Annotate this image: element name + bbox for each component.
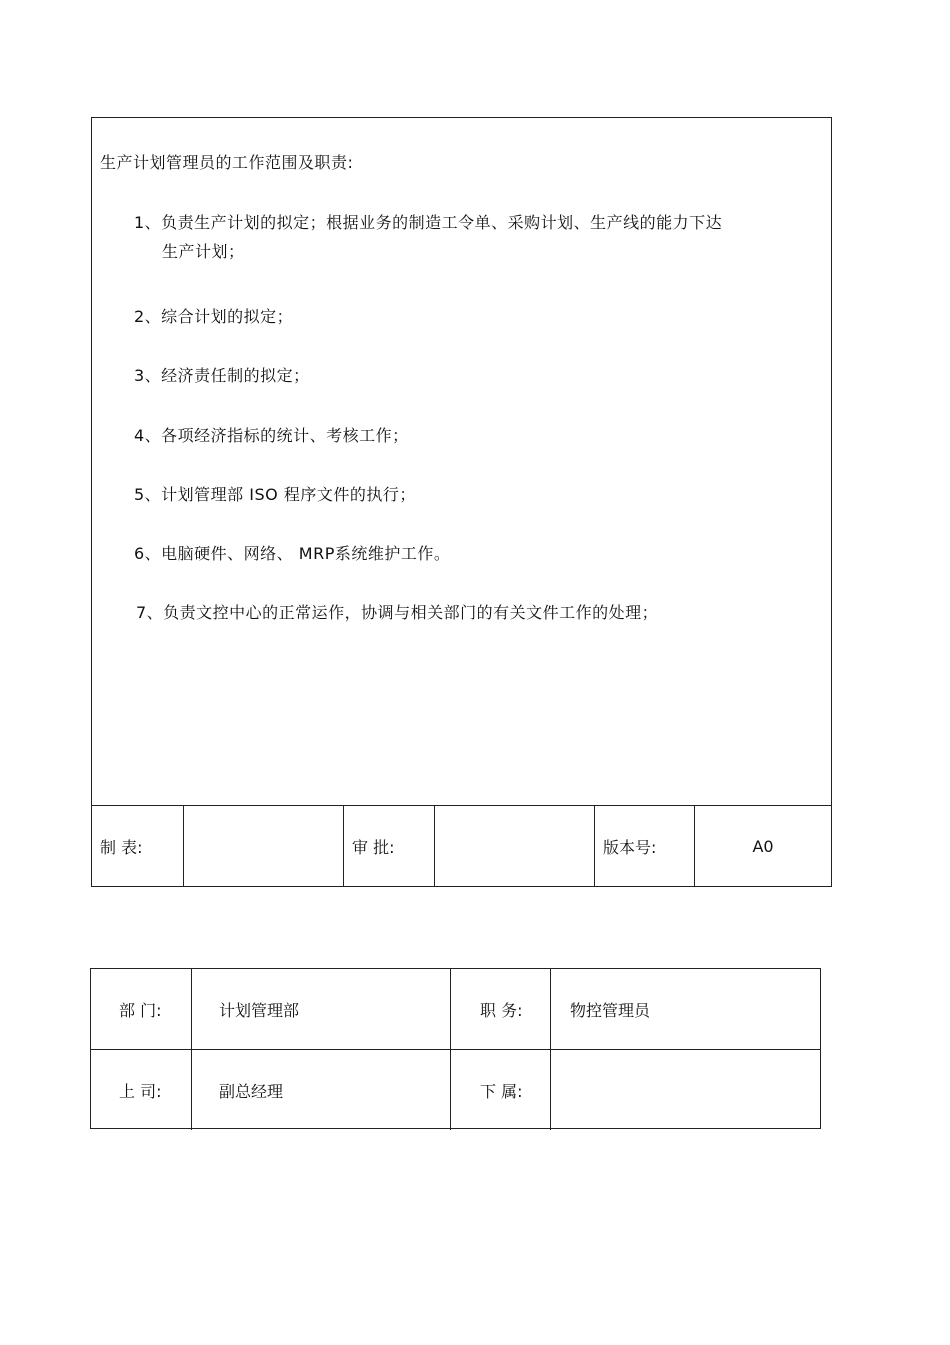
title-label: 职 务: <box>451 969 551 1049</box>
subordinate-value <box>551 1050 820 1130</box>
position-row-1 <box>91 969 820 1049</box>
title-value: 物控管理员 <box>570 1000 651 1020</box>
responsibilities-heading: 生产计划管理员的工作范围及职责: <box>100 153 354 172</box>
prepared-value <box>184 806 344 887</box>
approved-value <box>435 806 595 887</box>
duty-item-3: 3、经济责任制的拟定； <box>134 366 310 385</box>
duty-item-6: 6、电脑硬件、网络、 MRP系统维护工作。 <box>134 544 451 563</box>
superior-label: 上 司: <box>91 1050 192 1130</box>
version-value: A0 <box>752 837 774 856</box>
position-info-table <box>90 968 821 1129</box>
duty-item-1-line2: 生产计划； <box>162 242 245 261</box>
dept-label: 部 门: <box>91 969 192 1049</box>
responsibilities-box <box>91 117 832 887</box>
version-label: 版本号: <box>595 806 695 887</box>
duty-item-4: 4、各项经济指标的统计、考核工作； <box>134 426 409 445</box>
duty-item-5: 5、计划管理部 ISO 程序文件的执行； <box>134 485 416 504</box>
dept-value: 计划管理部 <box>192 969 451 1049</box>
signoff-row <box>92 805 831 887</box>
position-row-2 <box>91 1049 820 1130</box>
duty-item-1-line1: 1、负责生产计划的拟定；根据业务的制造工令单、采购计划、生产线的能力下达 <box>134 213 723 232</box>
approved-label: 审 批: <box>344 806 435 887</box>
superior-value: 副总经理 <box>192 1050 451 1130</box>
duty-item-7: 7、负责文控中心的正常运作，协调与相关部门的有关文件工作的处理； <box>136 603 659 622</box>
duty-item-2: 2、综合计划的拟定； <box>134 307 294 326</box>
prepared-label: 制 表: <box>92 806 184 887</box>
subordinate-label: 下 属: <box>451 1050 551 1130</box>
duty-item-1 <box>134 210 722 262</box>
